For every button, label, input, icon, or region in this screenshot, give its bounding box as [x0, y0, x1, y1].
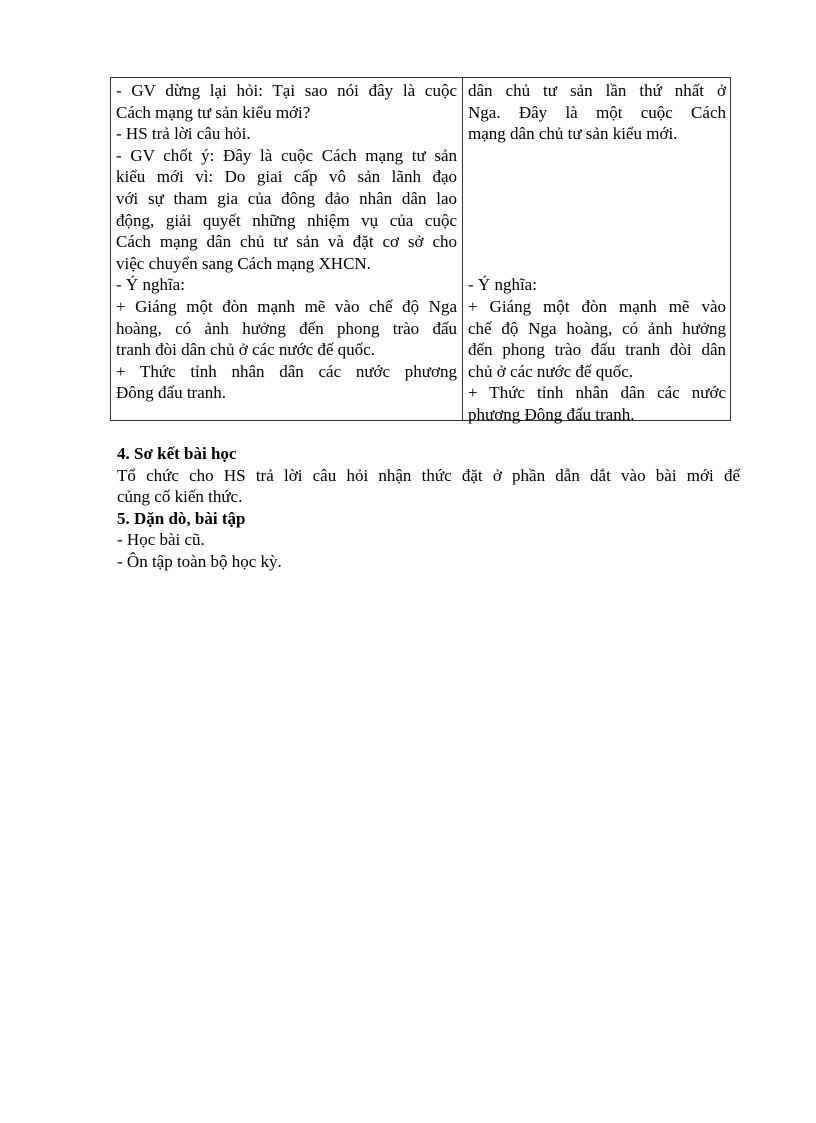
teacher-activity-column [116, 80, 457, 404]
text-line: - Ý nghĩa: [468, 275, 537, 295]
section-4-text: Tổ chức cho HS trả lời câu hỏi nhận thức đặt ở phần dẫn dắt vào bài mới để [117, 465, 740, 485]
text-line: đến phong trào đấu tranh đòi dân [468, 340, 726, 360]
homework-item: - Học bài cũ. [117, 530, 205, 550]
text-line: hoàng, có ảnh hưởng đến phong trào đấu [116, 318, 457, 338]
content-column [468, 80, 726, 426]
summary-section [117, 443, 740, 573]
section-4-heading: 4. Sơ kết bài học [117, 444, 237, 463]
text-line: + Thức tỉnh nhân dân các nước [468, 383, 726, 403]
text-line: phương Đông đấu tranh. [468, 404, 635, 424]
text-line: - GV chốt ý: Đây là cuộc Cách mạng tư sản [116, 145, 457, 165]
text-line: Cách mạng dân chủ tư sản và đặt cơ sở cho [116, 232, 457, 252]
text-line: chế độ Nga hoàng, có ảnh hưởng [468, 318, 726, 338]
text-line: + Giáng một đòn mạnh mẽ vào chế độ Nga [116, 296, 457, 316]
text-line: - HS trả lời câu hỏi. [116, 124, 251, 144]
column-divider [462, 78, 463, 420]
text-line: Nga. Đây là một cuộc Cách [468, 102, 726, 122]
text-line: mạng dân chủ tư sản kiểu mới. [468, 124, 678, 144]
text-line: + Thức tỉnh nhân dân các nước phương [116, 361, 457, 381]
text-line: - Ý nghĩa: [116, 275, 185, 295]
text-line: Cách mạng tư sản kiểu mới? [116, 102, 311, 122]
text-line: + Giáng một đòn mạnh mẽ vào [468, 296, 726, 316]
section-4-text: củng cố kiến thức. [117, 487, 243, 507]
text-line: dân chủ tư sản lần thứ nhất ở [468, 81, 726, 100]
homework-item: - Ôn tập toàn bộ học kỳ. [117, 551, 282, 571]
text-line: kiểu mới vì: Do giai cấp vô sản lãnh đạo [116, 167, 457, 187]
section-5-heading: 5. Dặn dò, bài tập [117, 508, 246, 528]
text-line: chủ ở các nước đế quốc. [468, 361, 634, 381]
text-line: - GV dừng lại hỏi: Tại sao nói đây là cuộc [116, 81, 457, 100]
lesson-table [110, 77, 731, 424]
text-line: việc chuyển sang Cách mạng XHCN. [116, 253, 371, 273]
text-line: Đông đấu tranh. [116, 383, 227, 403]
text-line: với sự tham gia của đông đảo nhân dân lao [116, 188, 457, 208]
text-line: động, giải quyết những nhiệm vụ của cuộc [116, 210, 457, 230]
text-line: tranh đòi dân chủ ở các nước đế quốc. [116, 340, 375, 360]
